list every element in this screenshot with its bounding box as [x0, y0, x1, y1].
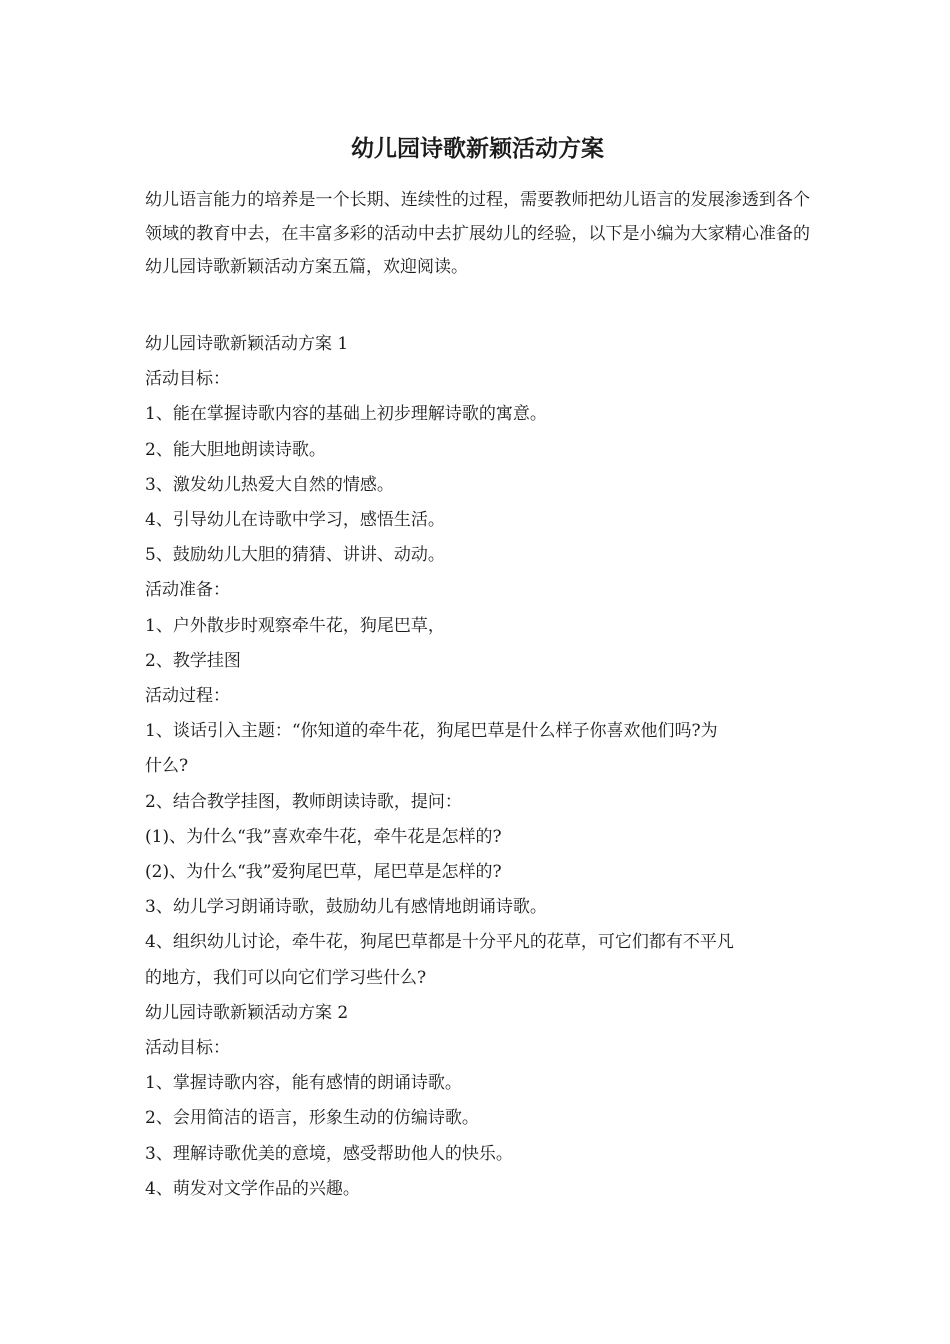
text-line: 2、能大胆地朗读诗歌。 — [145, 439, 326, 460]
text-line: 2、结合教学挂图，教师朗读诗歌，提问： — [145, 791, 462, 812]
text-line: 2、会用简洁的语言，形象生动的仿编诗歌。 — [145, 1108, 479, 1129]
intro-paragraph: 幼儿语言能力的培养是一个长期、连续性的过程，需要教师把幼儿语言的发展渗透到各个领域的教育中去，在丰富多彩的活动中去扩展幼儿的经验，以下是小编为大家精心准备的幼儿园诗歌新颖活动方案五篇，欢迎阅读。 — [145, 190, 810, 277]
text-line: (1)、为什么“我”喜欢牵牛花，牵牛花是怎样的? — [145, 826, 502, 847]
text-line: 的地方，我们可以向它们学习些什么? — [145, 967, 427, 988]
text-line: 3、理解诗歌优美的意境，感受帮助他人的快乐。 — [145, 1143, 513, 1164]
text-line: 3、幼儿学习朗诵诗歌，鼓励幼儿有感情地朗诵诗歌。 — [145, 897, 547, 918]
text-line: 4、组织幼儿讨论，牵牛花，狗尾巴草都是十分平凡的花草，可它们都有不平凡 — [145, 932, 734, 953]
text-line: 活动准备： — [145, 580, 230, 601]
text-line: 1、户外散步时观察牵牛花，狗尾巴草， — [145, 615, 445, 636]
text-line: 活动目标： — [145, 1038, 230, 1059]
text-line: 4、萌发对文学作品的兴趣。 — [145, 1178, 360, 1199]
text-line: 1、掌握诗歌内容，能有感情的朗诵诗歌。 — [145, 1073, 462, 1094]
text-line: 什么? — [145, 756, 189, 777]
text-line: 4、引导幼儿在诗歌中学习，感悟生活。 — [145, 510, 445, 531]
body-lines — [145, 327, 810, 1207]
text-line: 幼儿园诗歌新颖活动方案 1 — [145, 334, 349, 354]
text-line: 1、谈话引入主题：“你知道的牵牛花，狗尾巴草是什么样子你喜欢他们吗?为 — [145, 721, 718, 742]
text-line: 2、教学挂图 — [145, 650, 241, 671]
text-line: 幼儿园诗歌新颖活动方案 2 — [145, 1002, 349, 1023]
document-title: 幼儿园诗歌新颖活动方案 — [351, 135, 604, 162]
text-line: 3、激发幼儿热爱大自然的情感。 — [145, 474, 394, 495]
text-line: 5、鼓励幼儿大胆的猜猜、讲讲、动动。 — [145, 545, 445, 566]
text-line: 1、能在掌握诗歌内容的基础上初步理解诗歌的寓意。 — [145, 404, 547, 425]
text-line: (2)、为什么“我”爱狗尾巴草，尾巴草是怎样的? — [145, 862, 502, 883]
text-line: 活动过程： — [145, 686, 230, 707]
text-line: 活动目标： — [145, 369, 230, 390]
